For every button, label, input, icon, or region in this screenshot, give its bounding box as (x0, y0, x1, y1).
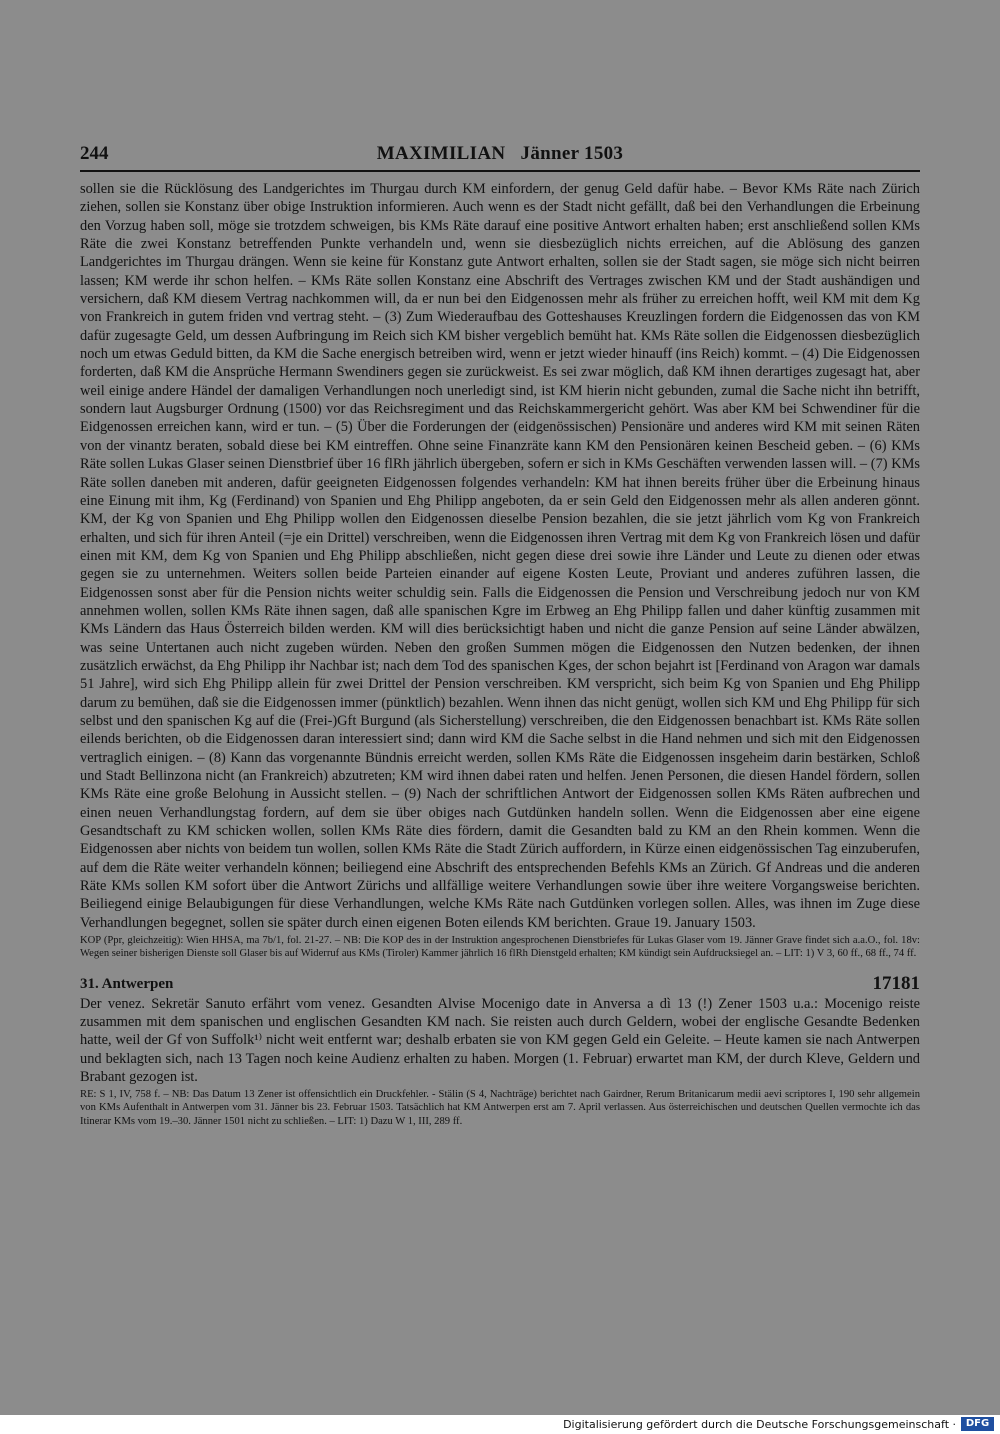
dfg-logo[interactable]: DFG (961, 1417, 994, 1431)
entry-text: Der venez. Sekretär Sanuto erfährt vom venez. Gesandten Alvise Mocenigo date in Anversa a dì 13 (!) Zener 1503 u.a.: Mocenigo reiste zusammen mit dem spanischen und englischen Gesandten KM nach. Sie reisten auch durch Geldern, wobei der englische Gesandte Bedenken hatte, weil der Gf von Suffolk¹⁾ nicht weit entfernt war; deshalb erbaten sie von KM gegen Geld ein Geleite. – Heute kamen sie nach Antwerpen und beklagten sich, nach 13 Tagen noch keine Audienz erhalten zu haben. Morgen (1. Februar) erwartet man KM, der durch Kleve, Geldern und Brabant gezogen ist. (80, 995, 920, 1085)
header-rule (80, 170, 920, 172)
entry-number: 17181 (872, 972, 920, 994)
page-content (80, 180, 920, 1128)
intro-source-note: KOP (Ppr, gleichzeitig): Wien HHSA, ma 7b/1, fol. 21-27. – NB: Die KOP des in der Instruktion angesprochenen Dienstbriefes für Lukas Glaser vom 19. Jänner Grave findet sich a.a.O., fol. 18v: Wegen seiner bisherigen Dienste soll Glaser bis auf Widerruf aus KMs (Tiroler) Kammer jährlich 16 flRh Dienstgeld erhalten; KM kündigt sein Aufdrucksiegel an. – LIT: 1) V 3, 60 ff., 68 ff., 74 ff. (80, 935, 920, 960)
footer-credit: Digitalisierung gefördert durch die Deutsche Forschungsgemeinschaft · (563, 1418, 956, 1431)
entry-title: 31. Antwerpen (80, 975, 174, 992)
footer-bar (0, 1415, 1000, 1434)
intro-paragraph: sollen sie die Rücklösung des Landgerichtes im Thurgau durch KM einfordern, der genug Geld dafür habe. – Bevor KMs Räte nach Zürich ziehen, sollen sie Konstanz über obige Instruktion informieren. Auch wenn es der Stadt nicht gefällt, daß bei den Verhandlungen die Erbeinung den Vorzug haben soll, möge sie trotzdem schweigen, bis KMs Räte darauf eine positive Antwort erhalten haben; erst anschließend sollen KMs Räte die zwei Konstanz betreffenden Punkte verhandeln und, wenn sie diesbezüglich nichts erreichen, auf die Ablösung des ganzen Landgerichtes im Thurgau drängen. Wenn sie keine für Konstanz gute Antwort erhalten, sollen sie der Stadt sagen, sie möge sich nicht beirren lassen; KM werde ihr schon helfen. – KMs Räte sollen Konstanz eine Abschrift des Vertrages zwischen KM und der Stadt aushändigen und versichern, daß KM diesem Vertrag nachkommen will, da er nun bei den Eidgenossen mehr als früher zu erreichen hofft, weil KM mit dem Kg von Frankreich in gutem friden vnd vertrag steht. – (3) Zum Wiederaufbau des Gotteshauses Kreuzlingen fordern die Eidgenossen das von KM dafür zugesagte Geld, um dessen Aufbringung im Reich sich KM bisher vergeblich bemüht hat. KMs Räte sollen die Eidgenossen diesbezüglich noch um etwas Geduld bitten, da KM die Sache energisch betreiben wird, wenn er jetzt wieder hinauff (ins Reich) kommt. – (4) Die Eidgenossen forderten, daß KM die Ansprüche Hermann Swendiners gegen sie zurückweist. Es sei zwar möglich, daß KM ihnen derartiges zugesagt hat, aber weil einige andere Händel der damaligen Verhandlungen noch unerledigt sind, ist KM hierin nicht gebunden, zumal die Sache nicht ihn betrifft, sondern laut Augsburger Ordnung (1500) vor das Reichsregiment und das Reichskammergericht gehört. Was aber KM bei Schwendiner für die Eidgenossen erreichen kann, wird er tun. – (5) Über die Forderungen der (eidgenössischen) Pensionäre und anderes wird KM mit seinen Räten von der vinantz beraten, sobald diese bei KM eintreffen. Ohne seine Finanzräte kann KM den Pensionären keinen Bescheid geben. – (6) KMs Räte sollen Lukas Glaser seinen Dienstbrief über 16 flRh jährlich übergeben, sofern er sich in KMs Geschäften verwenden lassen will. – (7) KMs Räte sollen daneben mit anderen, dafür geeigneten Eidgenossen folgendes verhandeln: KM hat ihnen bereits früher über die Erbeinung hinaus eine Einung mit ihm, Kg (Ferdinand) von Spanien und Ehg Philipp angeboten, da er sein Geld den Eidgenossen mehr als allen anderen gönnt. KM, der Kg von Spanien und Ehg Philipp wollen den Eidgenossen dieselbe Pension bezahlen, die sie jetzt jährlich vom Kg von Frankreich erhalten, und sich für ihren Anteil (=je ein Drittel) verschreiben, wenn die Eidgenossen ihren Vertrag mit dem Kg von Frankreich lösen und dafür einen mit KM, dem Kg von Spanien und Ehg Philipp abschließen, nicht gegen diese drei sowie ihre Länder und Leute zu dienen oder etwas gegen sie zu unternehmen. Weiters sollen beide Parteien einander auf eigene Kosten Leute, Proviant und anderes zuführen lassen, die Eidgenossen sonst aber für die Pension nichts weiter schuldig sein. Falls die Eidgenossen die Pension und Verschreibung jedoch nur von KM annehmen wollen, sollen KMs Räte ihnen sagen, daß alle spanischen Kgre im Erbweg an Ehg Philipp fallen und daher künftig zusammen mit KMs Ländern das Haus Österreich bilden werden. KM will dies berücksichtigt haben und nicht die ganze Pension auf seine Länder abwälzen, was seine Untertanen auch nicht zugeben würden. Neben den großen Summen mögen die Eidgenossen den Nutzen bedenken, der ihnen zusätzlich erwächst, da Ehg Philipp ihr Nachbar ist; nach dem Tod des spanischen Kges, der schon bejahrt ist [Ferdinand von Aragon war damals 51 Jahre], wird sich Ehg Philipp allein für zwei Drittel der Pension verschreiben. KM verspricht, sich beim Kg von Spanien und Ehg Philipp darum zu bemühen, daß sie die Eidgenossen immer (pünktlich) bezahlen. Wenn ihnen das nicht genügt, wollen sich KM und Ehg Philipp für sich selbst und den spanischen Kg auf die (Frei-)Gft Burgund (als Sicherstellung) verschreiben, die den Eidgenossen benachbart ist. KMs Räte sollen eilends berichten, ob die Eidgenossen daran interessiert sind; dann wird KM die Sache selbst in die Hand nehmen und sich mit den Eidgenossen vertraglich einigen. – (8) Kann das vorgenannte Bündnis erreicht werden, sollen KMs Räte die Eidgenossen insgeheim darin bestärken, Schloß und Stadt Bellinzona nicht (an Frankreich) abzutreten; KM wird ihnen dabei raten und helfen. Jenen Personen, die diesen Handel fördern, sollen KMs Räte eine große Belohung in Aussicht stellen. – (9) Nach der schriftlichen Antwort der Eidgenossen sollen KMs Räten aufbrechen und einen neuen Verhandlungstag fordern, auf dem sie über obiges nach Gutdünken handeln sollen. Wenn die Eidgenossen aber eine eigene Gesandtschaft zu KM schicken wollen, sollen KMs Räte dies fördern, damit die Gesandten bald zu KM an den Rhein kommen. Wenn die Eidgenossen aber nichts von beidem tun wollen, sollen KMs Räte die Stadt Zürich auffordern, in Kürze einen eidgenössischen Tag einzuberufen, auf dem die Räte weiter verhandeln können; beiliegend eine Abschrift des entsprechenden Befehls KMs an Zürich. Gf Andreas und die anderen Räte KMs sollen KM sofort über die Antwort Zürichs und allfällige weitere Verhandlungen sowie über ihre weitere Vorgangsweise berichten. Beiliegend einige Belaubigungen für diese Verhandlungen, welche KMs Räte nach Gutdünken vorlegen sollen. Alles, was ihnen im Zuge diese Verhandlungen begegnet, sollen sie später durch einen eigenen Boten eilends KM berichten. Graue 19. January 1503. (80, 181, 920, 931)
page-number: 244 (80, 143, 109, 164)
running-title: MAXIMILIAN Jänner 1503 (376, 143, 624, 164)
entry-header (80, 973, 920, 995)
page-header (80, 143, 920, 167)
entry-source-note: RE: S 1, IV, 758 f. – NB: Das Datum 13 Zener ist offensichtlich ein Druckfehler. - Stälin (S 4, Nachträge) berichtet nach Gairdner, Rerum Britanicarum medii aevi scriptores I, 190 sehr allgemein von KMs Aufenthalt in Antwerpen vom 31. Jänner bis 23. Februar 1503. Tatsächlich hat KM Antwerpen erst am 7. April verlassen. Aus österreichischen und deutschen Quellen vermochte ich das Itinerar KMs vom 19.–30. Jänner 1501 nicht zu schließen. – LIT: 1) Dazu W 1, III, 289 ff. (80, 1089, 920, 1127)
